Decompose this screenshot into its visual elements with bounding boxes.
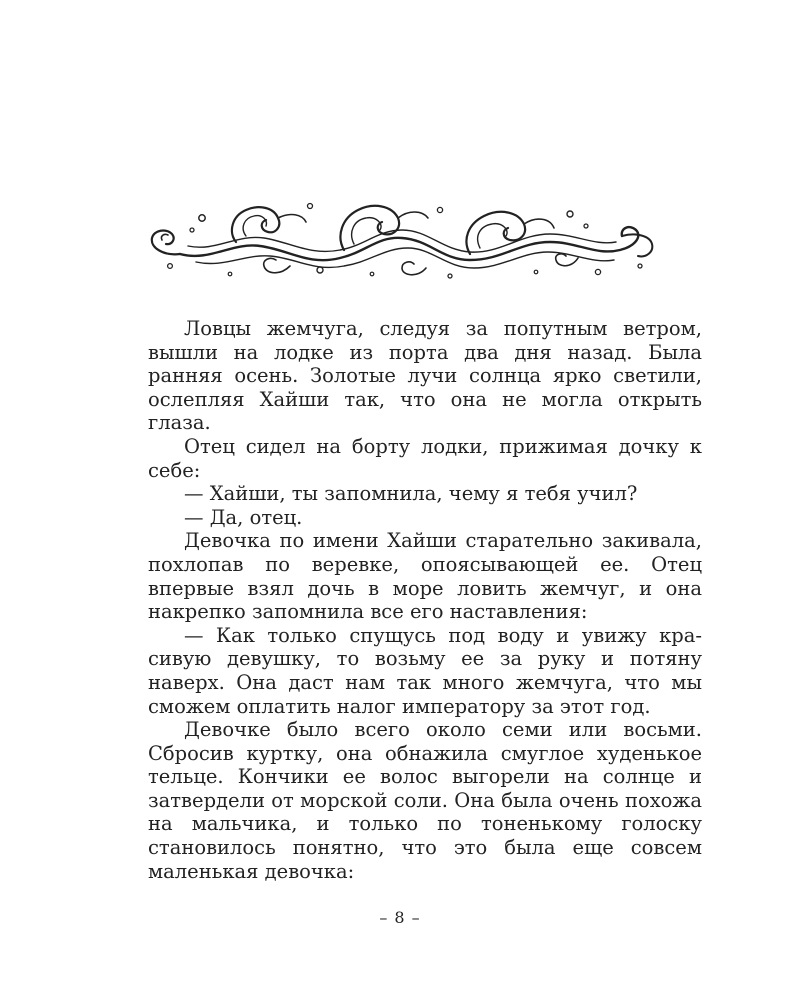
paragraph: Девочке было всего около семи или восьми. Сбросив куртку, она обнажила смуглое худенькое тельце. Кончики ее волос выгорели на солнце и затвердели от морской соли. Она была очень похожа на мальчика, и только по тоненькому голоску становилось понятно, что это была еще совсем маленькая девочка: — [148, 718, 702, 883]
dialogue-line: — Да, отец. — [184, 505, 303, 529]
paragraph: Отец сидел на борту лодки, прижимая дочку к себе: — [148, 434, 702, 482]
body-text — [148, 317, 702, 883]
wave-ornament-icon — [140, 196, 660, 280]
page-number: – 8 – — [379, 908, 421, 927]
paragraph: Девочка по имени Хайши старательно закивала, похлопав по веревке, опоясывающей ее. Отец впервые взял дочь в море ловить жемчуг, и она накрепко запомнила все его наставления: — [148, 529, 702, 624]
paragraph: Ловцы жемчуга, следуя за попутным ветром, вышли на лодке из порта два дня назад. Была ранняя осень. Золотые лучи солнца ярко светили, ослепляя Хайши так, что она не могла открыть глаза. — [148, 317, 702, 435]
dialogue-line: — Хайши, ты запомнила, чему я тебя учил? — [184, 482, 638, 506]
dialogue-line: — Как только спущусь под воду и увижу красивую девушку, то возьму ее за руку и потяну наверх. Она даст нам так много жемчуга, что мы сможем оплатить налог императору за этот год. — [148, 623, 702, 718]
